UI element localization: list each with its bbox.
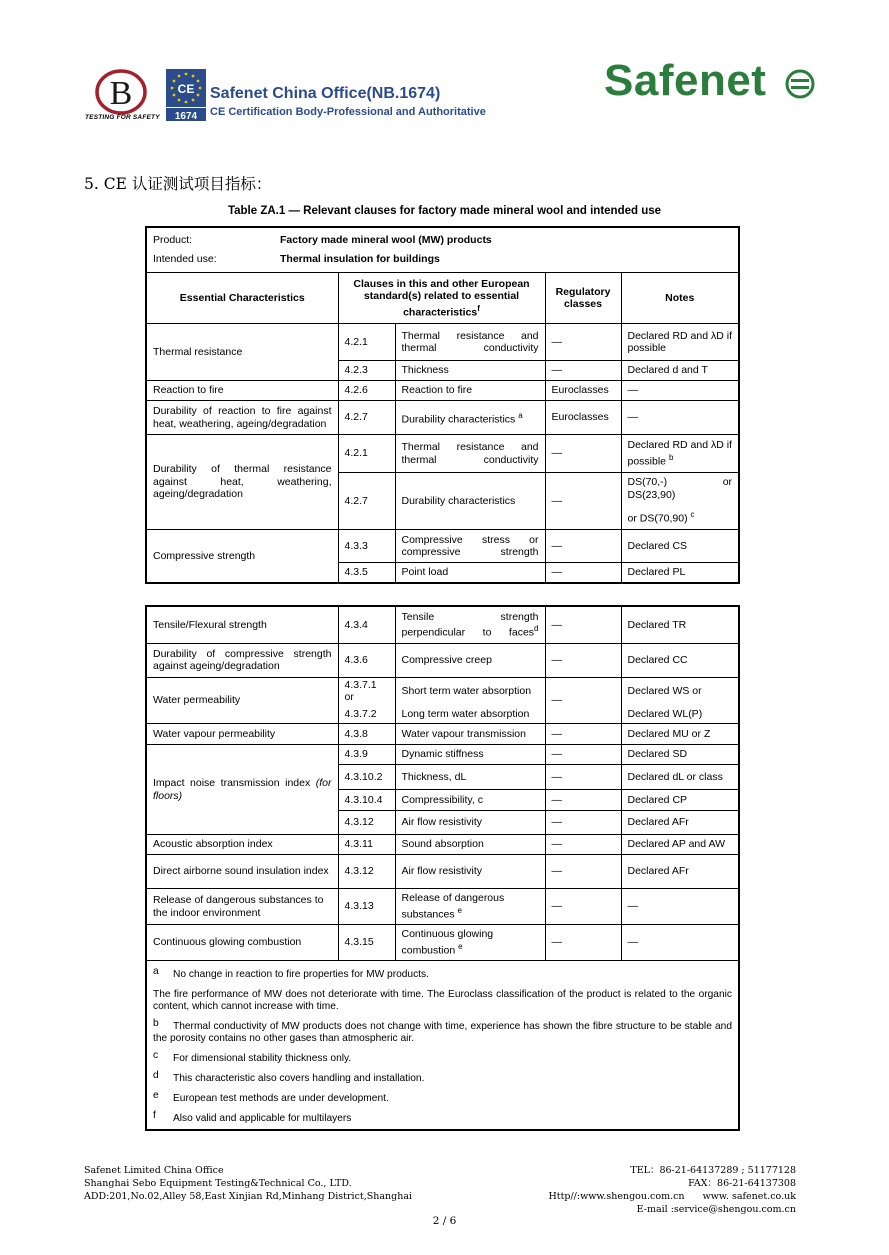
table-row	[146, 324, 739, 361]
regulatory-class: Euroclasses	[545, 401, 621, 435]
footer-tel: TEL：86-21-64137289 ; 51177128	[630, 1165, 796, 1176]
row-name: Release of dangerous substances to the indoor environment	[146, 889, 338, 925]
product-label: Product:	[153, 234, 193, 246]
footer-web: Http//:www.shengou.com.cn www. safenet.co.uk	[548, 1191, 796, 1202]
table-row	[146, 435, 739, 473]
footnote-f: f Also valid and applicable for multilayers	[153, 1110, 352, 1124]
clause-text: Compressive creep	[395, 643, 545, 677]
regulatory-class: —	[545, 925, 621, 961]
row-name: Reaction to fire	[146, 381, 338, 401]
row-name: Thermal resistance	[146, 324, 338, 381]
row-name: Acoustic absorption index	[146, 835, 338, 855]
row-name: Tensile/Flexural strength	[146, 606, 338, 643]
footer-address	[84, 1164, 412, 1203]
row-name: Compressive strength	[146, 530, 338, 583]
row-name: Impact noise transmission index (for floors)	[146, 745, 338, 835]
intended-use-value: Thermal insulation for buildings	[280, 253, 440, 265]
regulatory-class: —	[545, 889, 621, 925]
clause-text: Air flow resistivity	[395, 811, 545, 835]
regulatory-class: —	[545, 790, 621, 811]
clause-number: 4.3.6	[338, 643, 395, 677]
col-notes: Notes	[621, 273, 739, 324]
regulatory-class: —	[545, 361, 621, 381]
footnote-a: a No change in reaction to fire properties for MW products.	[153, 966, 429, 980]
page-header	[0, 0, 889, 130]
note: Declared dL or class	[621, 765, 739, 790]
note: Declared CP	[621, 790, 739, 811]
col-essential: Essential Characteristics	[146, 273, 338, 324]
clause-text: Thickness	[395, 361, 545, 381]
note: Declared CS	[621, 530, 739, 563]
clause-text: Sound absorption	[395, 835, 545, 855]
footnote-c: c For dimensional stability thickness only.	[153, 1050, 352, 1064]
footer-email: E-mail :service@shengou.com.cn	[636, 1204, 796, 1215]
ce-mark-text: CE	[177, 82, 195, 96]
clause-text: Thickness, dL	[395, 765, 545, 790]
footnotes	[146, 961, 739, 1131]
row-name: Durability of compressive strength against ageing/degradation	[146, 643, 338, 677]
footnote-a-extra: The fire performance of MW does not deteriorate with time. The Euroclass classification of the product is related to the organic content, which cannot increase with time.	[153, 989, 732, 1012]
clause-text: Release of dangerous substances $^e$	[395, 889, 545, 925]
clause-number: 4.2.3	[338, 361, 395, 381]
clause-number: 4.3.4	[338, 606, 395, 643]
clause-number: 4.3.11	[338, 835, 395, 855]
table-row	[146, 724, 739, 745]
table-row	[146, 745, 739, 765]
b-logo-letter: B	[109, 75, 133, 112]
b-logo-tagline: TESTING FOR SAFETY	[85, 114, 160, 121]
clause-text: Compressive stress or compressive strength	[395, 530, 545, 563]
regulatory-class: —	[545, 324, 621, 361]
regulatory-class: —	[545, 835, 621, 855]
row-name: Continuous glowing combustion	[146, 925, 338, 961]
footer-company-2: Shanghai Sebo Equipment Testing&Technical Co., LTD.	[84, 1178, 352, 1189]
note: Declared d and T	[621, 361, 739, 381]
ce-number: 1674	[174, 111, 198, 121]
product-block	[146, 227, 739, 273]
table-row	[146, 530, 739, 563]
note: Declared PL	[621, 563, 739, 583]
clause-number: 4.3.12	[338, 855, 395, 889]
clause-text: Tensile strength perpendicular to faces$^d$	[395, 606, 545, 643]
note: —	[621, 925, 739, 961]
footnote-d: d This characteristic also covers handling and installation.	[153, 1070, 425, 1084]
row-name: Water permeability	[146, 677, 338, 724]
row-name: Durability of reaction to fire against heat, weathering, ageing/degradation	[146, 401, 338, 435]
table-row	[146, 381, 739, 401]
note: Declared AP and AW	[621, 835, 739, 855]
product-value: Factory made mineral wool (MW) products	[280, 234, 492, 246]
note: —	[621, 381, 739, 401]
clause-text: Compressibility, c	[395, 790, 545, 811]
safenet-logo-icon	[785, 69, 815, 99]
clause-text: Water vapour transmission	[395, 724, 545, 745]
page-number: 2 / 6	[432, 1215, 457, 1227]
regulatory-class: —	[545, 745, 621, 765]
clause-number: 4.3.5	[338, 563, 395, 583]
row-name: Water vapour permeability	[146, 724, 338, 745]
clause-number: 4.2.1	[338, 324, 395, 361]
clause-text: Long term water absorption	[395, 705, 545, 724]
regulatory-class: —	[545, 724, 621, 745]
table-row	[146, 643, 739, 677]
clauses-table-part-2	[145, 605, 740, 1131]
clause-number: 4.3.3	[338, 530, 395, 563]
note: Declared AFr	[621, 811, 739, 835]
clause-number: 4.3.7.2	[338, 705, 395, 724]
ce-mark-logo	[166, 69, 206, 121]
note: Declared RD and λD if possible $^b$	[621, 435, 739, 473]
clause-number: 4.3.15	[338, 925, 395, 961]
section-title: 5. CE 认证测试项目指标：	[84, 175, 272, 193]
table-title: Table ZA.1 — Relevant clauses for factory made mineral wool and intended use	[227, 205, 662, 217]
clause-text: Durability characteristics	[395, 473, 545, 530]
clause-number: 4.3.8	[338, 724, 395, 745]
clause-number: 4.3.10.4	[338, 790, 395, 811]
clause-text: Durability characteristics $^a$	[395, 401, 545, 435]
table-row	[146, 889, 739, 925]
footnote-b: b Thermal conductivity of MW products does not change with time, experience has shown the fibre structure to be stable and the porosity contains no other gases than atmospheric air.	[153, 1018, 732, 1044]
regulatory-class: —	[545, 606, 621, 643]
regulatory-class: —	[545, 677, 621, 724]
clause-text: Continuous glowing combustion $^e$	[395, 925, 545, 961]
safenet-logo-text: Safenet	[604, 56, 767, 105]
clause-number: 4.3.10.2	[338, 765, 395, 790]
table-row	[146, 835, 739, 855]
table-row	[146, 606, 739, 643]
clause-number: 4.2.6	[338, 381, 395, 401]
regulatory-class: —	[545, 563, 621, 583]
row-name: Durability of thermal resistance against heat, weathering, ageing/degradation	[146, 435, 338, 530]
col-regulatory: Regulatory classes	[545, 273, 621, 324]
note: Declared RD and λD if possible	[621, 324, 739, 361]
ce-office-title: Safenet China Office(NB.1674)	[210, 85, 441, 102]
note: Declared WL(P)	[621, 705, 739, 724]
clause-number: 4.3.9	[338, 745, 395, 765]
note: Declared MU or Z	[621, 724, 739, 745]
clause-text: Dynamic stiffness	[395, 745, 545, 765]
clause-text: Short term water absorption	[395, 677, 545, 705]
footnote-e: e European test methods are under development.	[153, 1090, 389, 1104]
note: Declared AFr	[621, 855, 739, 889]
row-name: Direct airborne sound insulation index	[146, 855, 338, 889]
table-row	[146, 855, 739, 889]
note: —	[621, 889, 739, 925]
table-row	[146, 401, 739, 435]
table-row	[146, 925, 739, 961]
note: Declared SD	[621, 745, 739, 765]
clause-text: Air flow resistivity	[395, 855, 545, 889]
note: DS(70,-) or DS(23,90) or DS(70,90) $^c$	[621, 473, 739, 530]
col-clauses: Clauses in this and other European standard(s) related to essential characteristics$^f$	[338, 273, 545, 324]
footer-company: Safenet Limited China Office	[84, 1165, 224, 1176]
footer-fax: FAX：86-21-64137308	[688, 1178, 796, 1189]
clause-text: Thermal resistance and thermal conductivity	[395, 435, 545, 473]
table-row	[146, 677, 739, 705]
clause-number: 4.3.7.1 or	[338, 677, 395, 705]
clause-text: Thermal resistance and thermal conductivity	[395, 324, 545, 361]
clause-number: 4.2.7	[338, 401, 395, 435]
intended-use-label: Intended use:	[153, 253, 217, 265]
regulatory-class: —	[545, 435, 621, 473]
clauses-table-part-1	[145, 226, 740, 584]
clause-text: Point load	[395, 563, 545, 583]
regulatory-class: —	[545, 765, 621, 790]
clause-number: 4.3.13	[338, 889, 395, 925]
ce-office-subtitle: CE Certification Body-Professional and Authoritative	[210, 106, 486, 118]
table-header-row	[146, 273, 739, 324]
regulatory-class: —	[545, 811, 621, 835]
note: Declared TR	[621, 606, 739, 643]
clause-number: 4.3.12	[338, 811, 395, 835]
regulatory-class: —	[545, 473, 621, 530]
regulatory-class: —	[545, 530, 621, 563]
regulatory-class: Euroclasses	[545, 381, 621, 401]
footer-contact	[548, 1164, 796, 1216]
note: Declared WS or	[621, 677, 739, 705]
footer-address-line: ADD:201,No.02,Alley 58,East Xinjian Rd,Minhang District,Shanghai	[84, 1191, 413, 1202]
note: —	[621, 401, 739, 435]
regulatory-class: —	[545, 643, 621, 677]
note: Declared CC	[621, 643, 739, 677]
regulatory-class: —	[545, 855, 621, 889]
clause-number: 4.2.1	[338, 435, 395, 473]
clause-number: 4.2.7	[338, 473, 395, 530]
clause-text: Reaction to fire	[395, 381, 545, 401]
